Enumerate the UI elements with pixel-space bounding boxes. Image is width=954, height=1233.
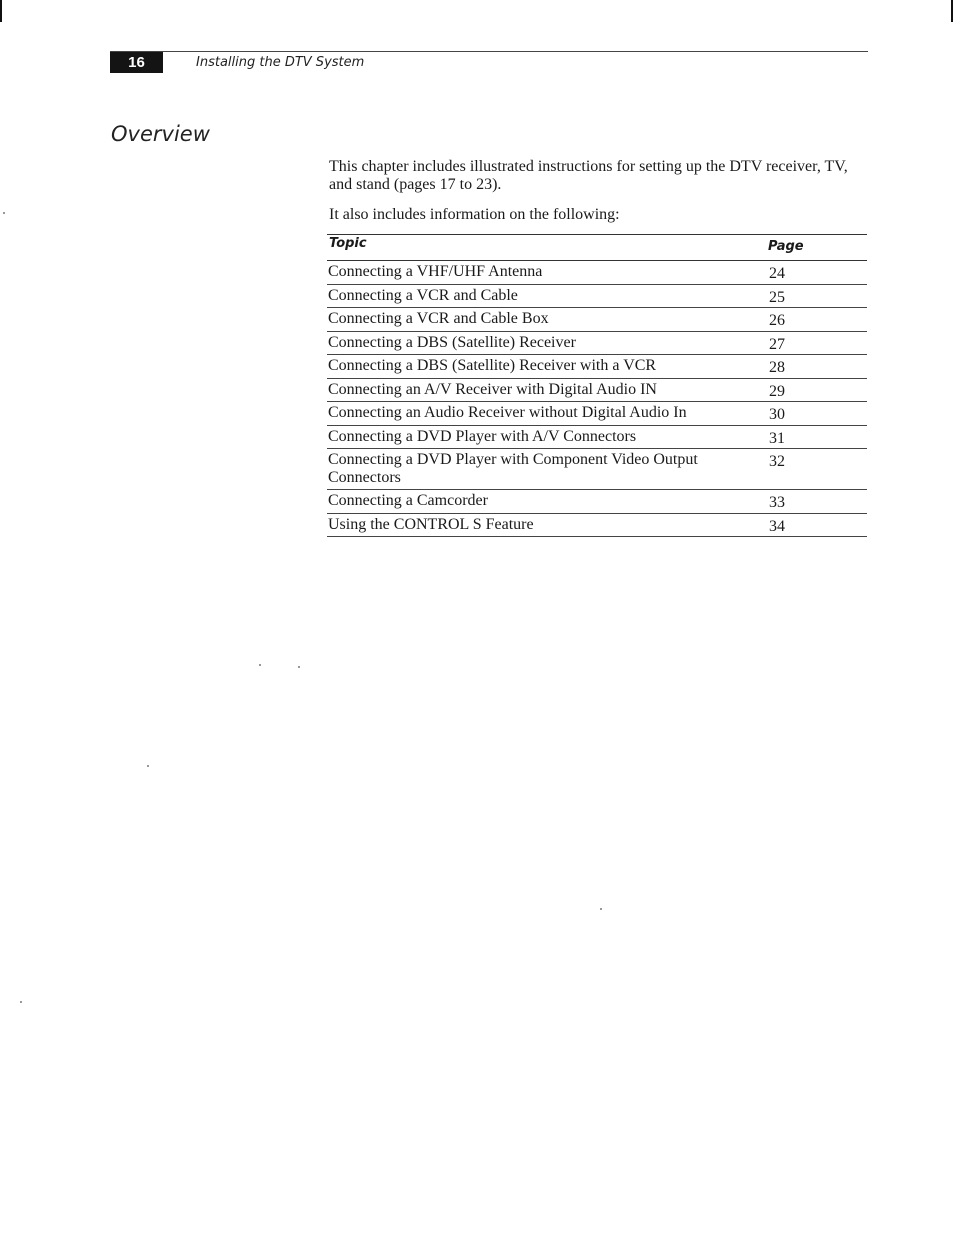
- table-row: [327, 261, 867, 285]
- page-cell: 25: [769, 288, 785, 306]
- table-row: [327, 514, 867, 538]
- crop-mark-left: [0, 0, 2, 22]
- table-row: [327, 308, 867, 332]
- page-cell: 24: [769, 265, 785, 282]
- topic-cell: Connecting a DBS (Satellite) Receiver with a VCR: [328, 357, 657, 374]
- section-title: Overview: [111, 122, 210, 146]
- scan-speck: [259, 664, 261, 666]
- topic-cell: Using the CONTROL S Feature: [328, 515, 534, 533]
- scan-speck: [147, 765, 149, 767]
- table-row: [327, 426, 867, 450]
- scan-speck: [600, 908, 602, 910]
- column-header-topic: Topic: [329, 236, 367, 251]
- crop-mark-right: [951, 0, 953, 22]
- header-rule: [110, 51, 868, 52]
- page-cell: 28: [769, 359, 785, 376]
- intro-paragraph: This chapter includes illustrated instructions for setting up the DTV receiver, TV, and stand (pages 17 to 23).: [329, 158, 848, 193]
- running-head: Installing the DTV System: [196, 55, 365, 70]
- topic-cell: Connecting an Audio Receiver without Digital Audio In: [328, 404, 687, 421]
- page-header: [110, 49, 868, 75]
- column-header-page: Page: [768, 239, 804, 254]
- table-header-row: [327, 234, 867, 261]
- topic-cell: Connecting a DVD Player with Component Video Output Connectors: [328, 451, 698, 486]
- page-cell: 31: [769, 429, 785, 447]
- table-row: [327, 490, 867, 514]
- table-row: [327, 355, 867, 379]
- page-cell: 27: [769, 335, 785, 353]
- page-cell: 34: [769, 517, 785, 535]
- table-row: [327, 402, 867, 426]
- topic-cell: Connecting an A/V Receiver with Digital Audio IN: [328, 380, 657, 398]
- scan-speck: [20, 1001, 22, 1003]
- scan-speck: [298, 666, 300, 668]
- topic-table: [327, 234, 867, 537]
- table-row: [327, 332, 867, 356]
- table-row: [327, 285, 867, 309]
- page-cell: 32: [769, 453, 785, 470]
- page-cell: 33: [769, 494, 785, 511]
- table-row: [327, 379, 867, 403]
- topic-cell: Connecting a VCR and Cable Box: [328, 310, 549, 327]
- topic-cell: Connecting a VCR and Cable: [328, 286, 518, 304]
- table-body: [327, 261, 867, 537]
- page-cell: 29: [769, 382, 785, 400]
- topic-cell: Connecting a DBS (Satellite) Receiver: [328, 333, 576, 351]
- topic-cell: Connecting a VHF/UHF Antenna: [328, 263, 543, 280]
- page-number-badge: 16: [110, 52, 163, 73]
- topic-cell: Connecting a DVD Player with A/V Connectors: [328, 427, 637, 445]
- scan-speck: [3, 212, 5, 214]
- topic-cell: Connecting a Camcorder: [328, 492, 488, 509]
- page-cell: 26: [769, 312, 785, 329]
- table-row: [327, 449, 867, 490]
- page-cell: 30: [769, 406, 785, 423]
- intro-paragraph-2: It also includes information on the following:: [329, 206, 620, 223]
